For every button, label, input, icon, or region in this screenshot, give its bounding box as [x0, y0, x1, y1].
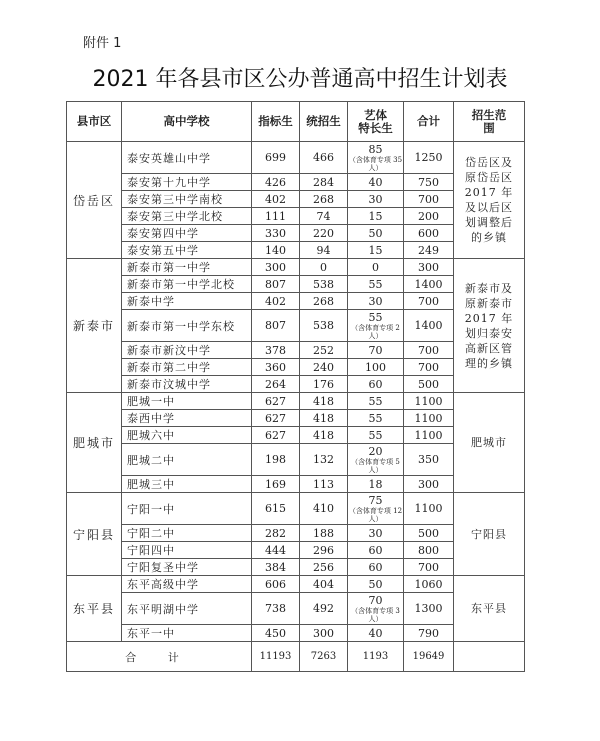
county-cell: 新泰市: [67, 259, 122, 393]
arts-value: 40: [368, 626, 383, 640]
arts-value: 100: [365, 360, 386, 374]
arts-value: 55: [368, 311, 383, 324]
quota-value: 606: [252, 576, 300, 593]
page-title: 2021 年各县市区公办普通高中招生计划表: [92, 67, 508, 92]
total-value: 700: [404, 359, 454, 376]
header-arts-line1: 艺体: [364, 107, 387, 122]
arts-value: 30: [368, 294, 383, 308]
quota-value: 378: [252, 342, 300, 359]
quota-value: 402: [252, 293, 300, 310]
unified-value: 268: [300, 191, 348, 208]
unified-value: 188: [300, 525, 348, 542]
county-cell: 岱岳区: [67, 142, 122, 259]
school-name: 泰西中学: [122, 410, 252, 427]
total-value: 790: [404, 625, 454, 642]
totals-unified: 7263: [300, 642, 348, 672]
quota-value: 807: [252, 310, 300, 342]
school-name: 肥城六中: [122, 427, 252, 444]
quota-value: 282: [252, 525, 300, 542]
total-value: 700: [404, 293, 454, 310]
arts-cell: [348, 493, 404, 525]
arts-cell: [348, 242, 404, 259]
unified-value: 284: [300, 174, 348, 191]
total-value: 1300: [404, 593, 454, 625]
quota-value: 140: [252, 242, 300, 259]
unified-value: 0: [300, 259, 348, 276]
arts-value: 55: [368, 428, 383, 442]
quota-value: 627: [252, 427, 300, 444]
total-value: 750: [404, 174, 454, 191]
scope-cell: 东平县: [454, 576, 525, 642]
arts-value: 55: [368, 277, 383, 291]
total-value: 1100: [404, 410, 454, 427]
arts-value: 30: [368, 192, 383, 206]
school-name: 泰安第三中学北校: [122, 208, 252, 225]
header-scope-line2: 围: [483, 120, 495, 135]
county-cell: 东平县: [67, 576, 122, 642]
total-value: 249: [404, 242, 454, 259]
arts-note: （含体育专项 3 人）: [351, 607, 400, 623]
total-value: 1100: [404, 427, 454, 444]
header-scope-line1: 招生范: [471, 107, 507, 122]
total-value: 300: [404, 476, 454, 493]
school-name: 新泰市新汶中学: [122, 342, 252, 359]
arts-cell: [348, 376, 404, 393]
header-arts: [348, 102, 404, 142]
totals-label: 合 计: [67, 642, 252, 672]
arts-value: 18: [368, 477, 383, 491]
totals-row: [67, 642, 525, 672]
arts-value: 75: [368, 494, 383, 507]
arts-value: 55: [368, 411, 383, 425]
table-row: [67, 493, 525, 525]
total-value: 300: [404, 259, 454, 276]
totals-total: 19649: [404, 642, 454, 672]
arts-note: （含体育专项 5 人）: [351, 458, 400, 474]
total-value: 1100: [404, 393, 454, 410]
header-total: 合计: [404, 102, 454, 142]
unified-value: 418: [300, 427, 348, 444]
arts-value: 30: [368, 526, 383, 540]
header-arts-line2: 特长生: [358, 120, 393, 135]
school-name: 东平高级中学: [122, 576, 252, 593]
county-cell: 宁阳县: [67, 493, 122, 576]
table-row: [67, 142, 525, 174]
quota-value: 330: [252, 225, 300, 242]
arts-value: 60: [368, 560, 383, 574]
total-value: 800: [404, 542, 454, 559]
arts-note: （含体育专项 2 人）: [351, 324, 400, 340]
arts-cell: [348, 559, 404, 576]
quota-value: 627: [252, 410, 300, 427]
arts-value: 70: [368, 594, 383, 607]
quota-value: 450: [252, 625, 300, 642]
arts-cell: [348, 393, 404, 410]
arts-value: 20: [368, 445, 383, 458]
unified-value: 113: [300, 476, 348, 493]
attachment-label: 附件 1: [83, 36, 122, 51]
school-name: 泰安第四中学: [122, 225, 252, 242]
header-unified: 统招生: [300, 102, 348, 142]
header-scope: [454, 102, 525, 142]
quota-value: 384: [252, 559, 300, 576]
unified-value: 538: [300, 310, 348, 342]
arts-cell: [348, 359, 404, 376]
school-name: 宁阳二中: [122, 525, 252, 542]
total-value: 1060: [404, 576, 454, 593]
quota-value: 738: [252, 593, 300, 625]
quota-value: 426: [252, 174, 300, 191]
school-name: 新泰市第一中学: [122, 259, 252, 276]
arts-value: 50: [368, 226, 383, 240]
school-name: 泰安英雄山中学: [122, 142, 252, 174]
arts-value: 70: [368, 343, 383, 357]
quota-value: 360: [252, 359, 300, 376]
unified-value: 240: [300, 359, 348, 376]
school-name: 宁阳四中: [122, 542, 252, 559]
total-value: 1250: [404, 142, 454, 174]
unified-value: 94: [300, 242, 348, 259]
arts-value: 40: [368, 175, 383, 189]
arts-note: （含体育专项 35 人）: [348, 156, 403, 172]
arts-cell: [348, 259, 404, 276]
total-value: 700: [404, 191, 454, 208]
arts-cell: [348, 525, 404, 542]
arts-cell: [348, 225, 404, 242]
header-county: 县市区: [67, 102, 122, 142]
school-name: 东平一中: [122, 625, 252, 642]
quota-value: 111: [252, 208, 300, 225]
header-row: [67, 102, 525, 142]
scope-cell: 宁阳县: [454, 493, 525, 576]
unified-value: 404: [300, 576, 348, 593]
school-name: 新泰市第一中学东校: [122, 310, 252, 342]
county-cell: 肥城市: [67, 393, 122, 493]
school-name: 宁阳一中: [122, 493, 252, 525]
unified-value: 418: [300, 393, 348, 410]
unified-value: 296: [300, 542, 348, 559]
school-name: 肥城一中: [122, 393, 252, 410]
unified-value: 268: [300, 293, 348, 310]
arts-cell: [348, 208, 404, 225]
arts-cell: [348, 542, 404, 559]
total-value: 500: [404, 525, 454, 542]
total-value: 1400: [404, 276, 454, 293]
total-value: 700: [404, 559, 454, 576]
school-name: 宁阳复圣中学: [122, 559, 252, 576]
total-value: 700: [404, 342, 454, 359]
quota-value: 627: [252, 393, 300, 410]
quota-value: 402: [252, 191, 300, 208]
totals-scope-empty: [454, 642, 525, 672]
quota-value: 699: [252, 142, 300, 174]
arts-value: 55: [368, 394, 383, 408]
school-name: 泰安第三中学南校: [122, 191, 252, 208]
total-value: 200: [404, 208, 454, 225]
total-value: 1100: [404, 493, 454, 525]
arts-value: 15: [368, 243, 383, 257]
quota-value: 444: [252, 542, 300, 559]
arts-cell: [348, 276, 404, 293]
unified-value: 538: [300, 276, 348, 293]
unified-value: 418: [300, 410, 348, 427]
arts-cell: [348, 476, 404, 493]
arts-value: 15: [368, 209, 383, 223]
table-body: [67, 142, 525, 672]
table-row: [67, 393, 525, 410]
table-row: [67, 259, 525, 276]
arts-cell: [348, 174, 404, 191]
unified-value: 252: [300, 342, 348, 359]
total-value: 350: [404, 444, 454, 476]
arts-cell: [348, 625, 404, 642]
arts-cell: [348, 576, 404, 593]
scope-cell: 新泰市及原新泰市2017 年划归泰安高新区管理的乡镇: [454, 259, 525, 393]
unified-value: 220: [300, 225, 348, 242]
quota-value: 300: [252, 259, 300, 276]
unified-value: 74: [300, 208, 348, 225]
arts-cell: [348, 410, 404, 427]
arts-value: 60: [368, 543, 383, 557]
table-row: [67, 576, 525, 593]
school-name: 新泰市汶城中学: [122, 376, 252, 393]
school-name: 泰安第五中学: [122, 242, 252, 259]
arts-value: 50: [368, 577, 383, 591]
school-name: 东平明湖中学: [122, 593, 252, 625]
quota-value: 264: [252, 376, 300, 393]
total-value: 600: [404, 225, 454, 242]
arts-cell: [348, 342, 404, 359]
school-name: 肥城三中: [122, 476, 252, 493]
unified-value: 176: [300, 376, 348, 393]
unified-value: 300: [300, 625, 348, 642]
arts-note: （含体育专项 12 人）: [348, 507, 403, 523]
unified-value: 132: [300, 444, 348, 476]
scope-cell: 肥城市: [454, 393, 525, 493]
unified-value: 466: [300, 142, 348, 174]
school-name: 泰安第十九中学: [122, 174, 252, 191]
total-value: 1400: [404, 310, 454, 342]
arts-cell: [348, 593, 404, 625]
unified-value: 492: [300, 593, 348, 625]
totals-arts: 1193: [348, 642, 404, 672]
totals-quota: 11193: [252, 642, 300, 672]
arts-cell: [348, 293, 404, 310]
scope-cell: 岱岳区及原岱岳区2017 年及以后区划调整后的乡镇: [454, 142, 525, 259]
arts-cell: [348, 427, 404, 444]
arts-value: 85: [368, 143, 383, 156]
total-value: 500: [404, 376, 454, 393]
quota-value: 169: [252, 476, 300, 493]
quota-value: 198: [252, 444, 300, 476]
header-quota: 指标生: [252, 102, 300, 142]
quota-value: 615: [252, 493, 300, 525]
header-school: 高中学校: [122, 102, 252, 142]
arts-value: 0: [372, 260, 379, 274]
school-name: 新泰市第一中学北校: [122, 276, 252, 293]
arts-cell: [348, 191, 404, 208]
unified-value: 410: [300, 493, 348, 525]
unified-value: 256: [300, 559, 348, 576]
arts-cell: [348, 142, 404, 174]
school-name: 新泰市第二中学: [122, 359, 252, 376]
school-name: 新泰中学: [122, 293, 252, 310]
arts-cell: [348, 444, 404, 476]
enrollment-plan-table: [66, 101, 525, 672]
quota-value: 807: [252, 276, 300, 293]
arts-cell: [348, 310, 404, 342]
school-name: 肥城二中: [122, 444, 252, 476]
arts-value: 60: [368, 377, 383, 391]
